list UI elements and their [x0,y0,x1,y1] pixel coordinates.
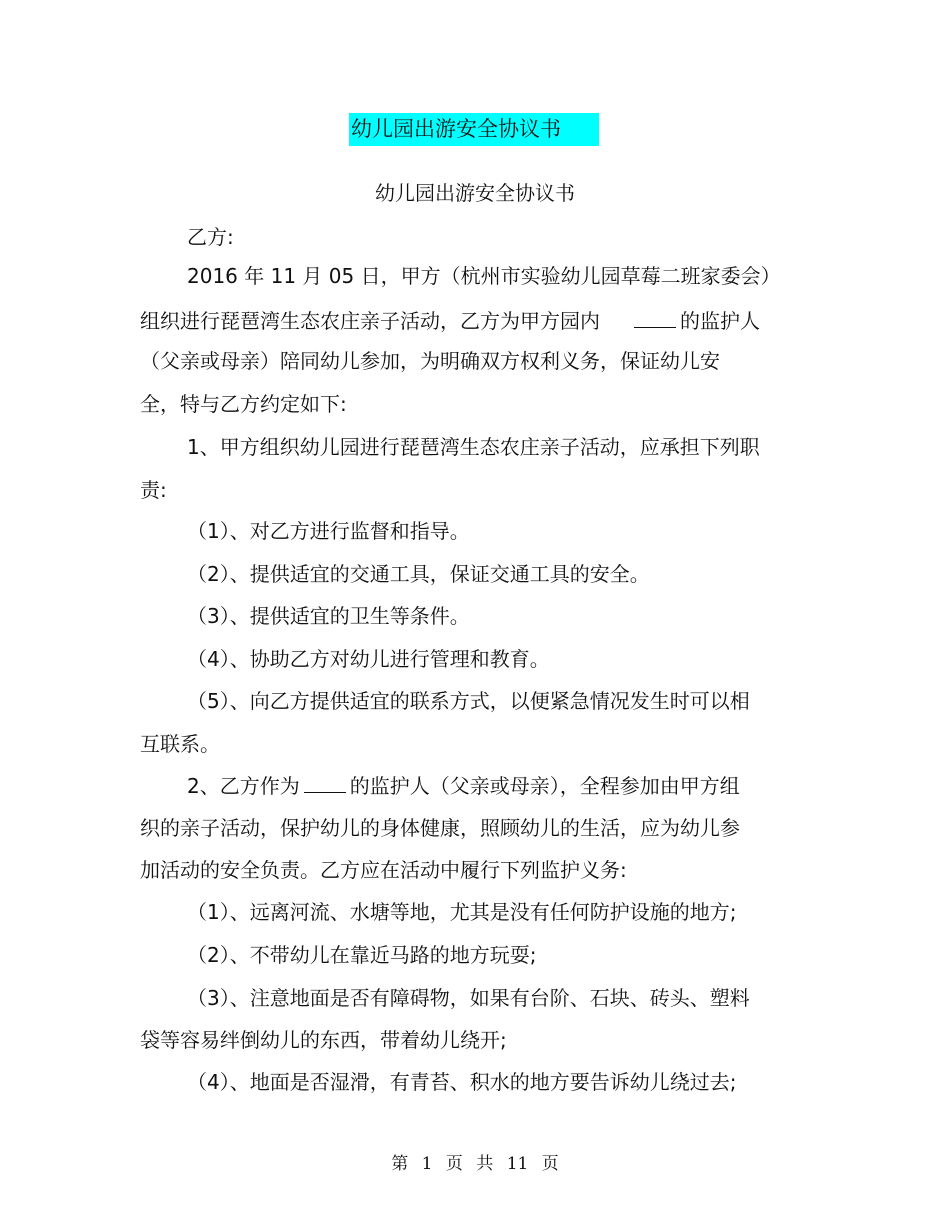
list-item: （3）、注意地面是否有障碍物，如果有台阶、石块、砖头、塑料 [187,986,750,1010]
list-item: （2）、不带幼儿在靠近马路的地方玩耍; [187,943,537,967]
paragraph-line: 织的亲子活动，保护幼儿的身体健康，照顾幼儿的生活，应为幼儿参 [140,816,740,840]
text-segment: 的监护人 [680,309,760,333]
document-title: 幼儿园出游安全协议书 [375,181,575,205]
text-segment: 组织进行琵琶湾生态农庄亲子活动，乙方为甲方园内 [140,309,600,333]
paragraph-line: 全，特与乙方约定如下: [140,392,347,416]
paragraph-line: （父亲或母亲）陪同幼儿参加，为明确双方权利义务，保证幼儿安 [140,349,720,373]
list-item: （4）、地面是否湿滑，有青苔、积水的地方要告诉幼儿绕过去; [187,1070,737,1094]
paragraph-line [140,306,760,336]
paragraph-line: 责: [140,478,167,502]
clause-heading: 1、甲方组织幼儿园进行琵琶湾生态农庄亲子活动，应承担下列职 [187,435,760,459]
blank-field [634,309,676,328]
list-item: （1）、远离河流、水塘等地，尤其是没有任何防护设施的地方; [187,900,737,924]
list-item: （2）、提供适宜的交通工具，保证交通工具的安全。 [187,562,650,586]
text-segment: 的监护人（父亲或母亲），全程参加由甲方组 [349,774,740,798]
blank-field [304,774,346,793]
clause-heading [187,771,740,801]
party-b-label: 乙方: [187,225,234,249]
paragraph-line: 加活动的安全负责。乙方应在活动中履行下列监护义务: [140,858,627,882]
paragraph-line: 互联系。 [140,732,220,756]
paragraph-line: 袋等容易绊倒幼儿的东西，带着幼儿绕开; [140,1028,507,1052]
page-footer: 第 1 页 共 11 页 [391,1154,559,1174]
paragraph-line: 2016 年 11 月 05 日，甲方（杭州市实验幼儿园草莓二班家委会） [187,264,781,288]
list-item: （3）、提供适宜的卫生等条件。 [187,604,470,628]
text-segment: 2、乙方作为 [187,774,300,798]
list-item: （1）、对乙方进行监督和指导。 [187,519,470,543]
list-item: （5）、向乙方提供适宜的联系方式，以便紧急情况发生时可以相 [187,689,750,713]
list-item: （4）、协助乙方对幼儿进行管理和教育。 [187,647,550,671]
highlighted-title: 幼儿园出游安全协议书 [349,113,599,146]
